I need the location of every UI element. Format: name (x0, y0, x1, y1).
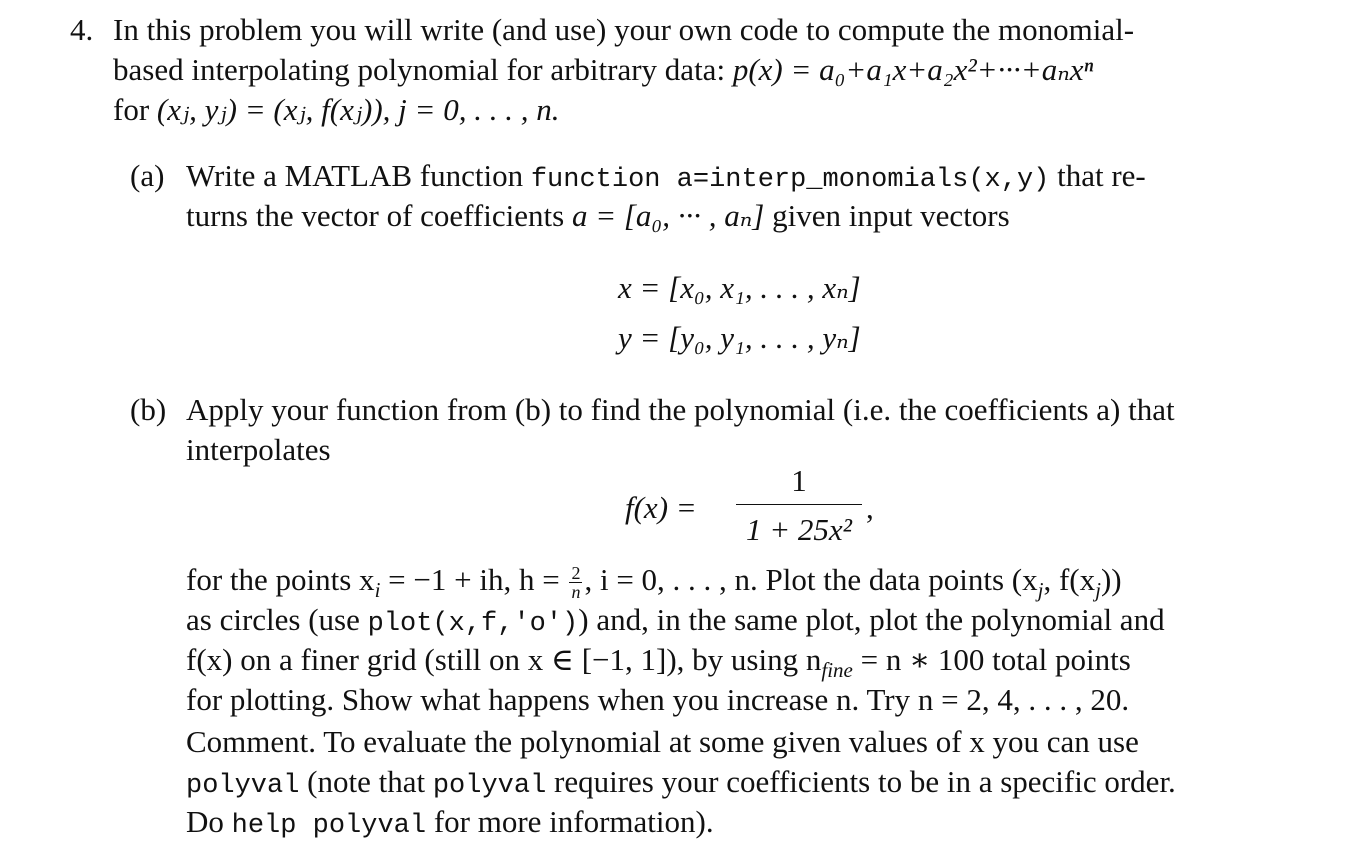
part-a-line-1 (186, 156, 1146, 200)
part-a-line-1-end: that re- (1049, 158, 1146, 193)
points-text-6: )) (1100, 562, 1122, 597)
h-fraction (569, 564, 582, 601)
comment-line: Comment. To evaluate the polynomial at some given values of x you can use (186, 724, 1139, 759)
polyval-code-1: polyval (186, 771, 300, 801)
part-a-label: (a) (130, 158, 165, 193)
intro-line-3 (113, 90, 559, 130)
circles-line (186, 600, 1165, 644)
finer-text-2: = n ∗ 100 total points (852, 642, 1131, 677)
f-fraction-numerator: 1 (791, 463, 807, 498)
points-sub-j-2: j (1095, 578, 1101, 603)
f-fraction-bar (736, 504, 862, 505)
polynomial-formula: p(x) = a₀+a₁x+a₂x²+···+aₙxⁿ (732, 52, 1094, 87)
f-equation-lhs: f(x) = (625, 490, 697, 525)
coefficient-vector-formula: a = [a₀, ··· , aₙ] (571, 198, 765, 233)
h-fraction-numerator: 2 (571, 563, 581, 584)
intro-line-2-text: based interpolating polynomial for arbitrary data: (113, 52, 733, 87)
equation-y-vector: y = [y₀, y₁, . . . , yₙ] (618, 320, 861, 355)
points-text-3: , i = 0, . . . , n. Plot the data points (x (584, 562, 1038, 597)
polyval-end-text: requires your coefficients to be in a specific order. (546, 764, 1176, 799)
finer-grid-line (186, 640, 1131, 683)
part-a-line-2-text: turns the vector of coefficients (186, 198, 572, 233)
help-polyval-code: help polyval (231, 811, 427, 841)
circles-text-1: as circles (use (186, 602, 368, 637)
part-b-line-2: interpolates (186, 432, 331, 467)
points-text-2: = −1 + ih, h = (380, 562, 568, 597)
intro-line-3-text: for (113, 92, 157, 127)
equation-x-vector: x = [x₀, x₁, . . . , xₙ] (618, 270, 861, 305)
for-more-text: for more information). (426, 804, 714, 839)
f-fraction (736, 462, 862, 549)
polyval-line (186, 762, 1176, 806)
help-line (186, 802, 714, 846)
part-b-label: (b) (130, 392, 167, 427)
do-text: Do (186, 804, 232, 839)
part-b-line-1: Apply your function from (b) to find the polynomial (i.e. the coefficients a) that (186, 392, 1175, 427)
problem-number: 4. (70, 12, 94, 47)
points-text-1: for the points x (186, 562, 375, 597)
part-a-line-2-end: given input vectors (764, 198, 1010, 233)
points-sub-j: j (1037, 578, 1044, 603)
h-fraction-denominator: n (571, 582, 581, 603)
function-signature-code: function a=interp_monomials(x,y) (530, 165, 1050, 195)
intro-line-2 (113, 50, 1093, 90)
polyval-code-2: polyval (432, 771, 547, 801)
plot-code: plot(x,f,'o') (367, 609, 579, 639)
f-fraction-denominator: 1 + 25x² (746, 512, 852, 547)
intro-line-1: In this problem you will write (and use) your own code to compute the monomial- (113, 12, 1135, 47)
points-definition-line (186, 560, 1122, 601)
finer-sub-fine: fine (821, 658, 853, 683)
part-a-line-2 (186, 196, 1010, 236)
polyval-text: (note that (299, 764, 433, 799)
finer-text-1: f(x) on a finer grid (still on x ∈ [−1, 1]), by using n (186, 642, 822, 677)
points-sub-i: i (374, 578, 381, 603)
f-trailing-comma: , (866, 490, 874, 525)
increase-n-line: for plotting. Show what happens when you increase n. Try n = 2, 4, . . . , 20. (186, 682, 1130, 717)
data-pairs-formula: (xⱼ, yⱼ) = (xⱼ, f(xⱼ)), j = 0, . . . , n. (156, 92, 560, 127)
points-text-5: , f(x (1043, 562, 1096, 597)
part-a-line-1-text: Write a MATLAB function (186, 158, 531, 193)
circles-text-2: ) and, in the same plot, plot the polynomial and (578, 602, 1165, 637)
